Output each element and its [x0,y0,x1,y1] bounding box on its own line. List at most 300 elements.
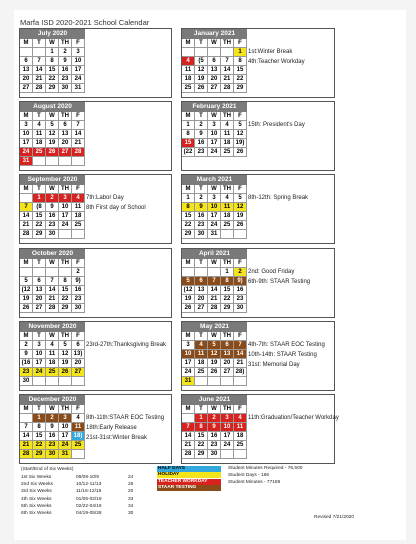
day-cell: 21 [182,441,195,450]
day-cell: 23 [234,295,247,304]
day-cell: 22 [59,295,72,304]
month-note: 31st: Memorial Day [248,362,300,368]
day-cell: 1 [182,121,195,130]
day-cell: 18 [195,359,208,368]
day-cell: 4 [46,341,59,350]
day-cell: 14 [221,66,234,75]
month-header: August 2020 [20,102,85,112]
day-cell: 3 [221,414,234,423]
day-cell: 25 [46,368,59,377]
day-cell [208,268,221,277]
day-cell: 25 [234,441,247,450]
day-cell: 21 [221,75,234,84]
day-cell: 3 [20,121,33,130]
six-weeks-days: 20 [128,489,134,495]
day-cell: 9 [46,203,59,212]
day-cell: 10 [20,130,33,139]
day-cell [195,268,208,277]
weekday-header: M [20,112,33,121]
day-cell: 27 [20,84,33,93]
day-cell: 12 [234,130,247,139]
day-cell: 23 [208,441,221,450]
day-cell: 14 [33,66,46,75]
day-cell: 30 [195,230,208,239]
weekday-header: TH [59,259,72,268]
day-cell: 12 [234,203,247,212]
day-cell: 6 [195,277,208,286]
weekday-header: M [20,332,33,341]
day-cell: 17 [59,432,72,441]
day-cell: 25 [72,221,85,230]
day-cell: 3 [59,414,72,423]
weekday-header: T [33,332,46,341]
day-cell: 17 [182,359,195,368]
month-note: 21st-31st:Winter Break [86,435,148,441]
day-cell: 22 [46,75,59,84]
weekday-header: M [182,112,195,121]
weekday-header: W [208,332,221,341]
day-cell: 22 [182,221,195,230]
day-cell: 13 [221,350,234,359]
weekday-header: TH [221,39,234,48]
day-cell: 28 [182,450,195,459]
day-cell [182,48,195,57]
weekday-header: W [208,405,221,414]
day-cell: 28 [46,304,59,313]
weekday-header: F [72,332,85,341]
weekday-header: M [182,332,195,341]
day-cell: 11 [46,350,59,359]
day-cell [59,157,72,166]
day-cell: 31 [208,230,221,239]
day-cell: 24 [182,368,195,377]
legend-item: HOLIDAY [157,472,221,478]
day-cell: 26 [234,221,247,230]
day-cell: 1 [182,194,195,203]
day-cell [72,230,85,239]
day-cell: 19 [182,295,195,304]
day-cell: 11 [72,203,85,212]
day-cell: 29 [234,84,247,93]
day-cell: 1 [195,414,208,423]
day-cell [20,414,33,423]
weekday-header: M [182,39,195,48]
day-cell [221,48,234,57]
day-cell: 15 [234,66,247,75]
day-cell: 7 [20,423,33,432]
day-cell: 28) [234,368,247,377]
day-cell: 17 [221,432,234,441]
day-cell: 7 [20,203,33,212]
day-cell: 2 [46,194,59,203]
day-cell [208,48,221,57]
six-weeks-dates: 10/12-11/13 [76,482,102,488]
day-cell: 19 [59,359,72,368]
day-cell: 22 [33,221,46,230]
day-cell: 11 [221,130,234,139]
day-cell [59,230,72,239]
month-note: 8th-12th: Spring Break [248,195,309,201]
weekday-header: TH [59,185,72,194]
month-note: 1st:Winter Break [248,49,293,55]
weekday-header: W [208,185,221,194]
day-cell [72,157,85,166]
day-cell: 20 [33,295,46,304]
day-cell: 10 [72,57,85,66]
weekday-header: W [46,39,59,48]
month-header: May 2021 [182,322,247,332]
weekday-header: F [72,259,85,268]
six-weeks-dates: 11/16-12/18 [76,489,102,495]
month-note: 8th-11th:STAAR EOC Testing [86,415,165,421]
day-cell: 25 [221,221,234,230]
day-cell: 4 [182,57,195,66]
day-cell: 22 [221,295,234,304]
day-cell: 24 [59,221,72,230]
day-cell: 5 [234,121,247,130]
legend-item: TEACHER WORKDAY [157,479,221,485]
month-note: 4th:Teacher Workday [248,59,305,65]
day-cell: 7 [182,423,195,432]
day-cell: 4 [234,414,247,423]
day-cell: 13) [72,350,85,359]
day-cell: 5 [59,341,72,350]
weekday-header: M [20,39,33,48]
day-cell: 13 [195,286,208,295]
day-cell: 6 [208,57,221,66]
day-cell: 7 [234,341,247,350]
day-cell: 21 [72,139,85,148]
weekday-header: F [72,112,85,121]
day-cell: 9) [72,277,85,286]
weekday-header: F [234,185,247,194]
legend-item: STAAR TESTING [157,485,221,491]
day-cell [195,377,208,386]
weekday-header: W [208,112,221,121]
day-cell: 28 [72,148,85,157]
day-cell: 28 [208,304,221,313]
day-cell: 29 [33,450,46,459]
day-cell: 4 [221,121,234,130]
day-cell: 16 [195,212,208,221]
weekday-header: W [46,112,59,121]
day-cell: 31 [182,377,195,386]
day-cell [33,377,46,386]
day-cell: 15 [195,432,208,441]
day-cell: 27 [208,84,221,93]
day-cell: 2 [72,268,85,277]
day-cell: 16 [72,286,85,295]
day-cell: 14 [46,286,59,295]
day-cell: 11 [221,203,234,212]
day-cell: 10 [208,130,221,139]
weekday-header: W [46,259,59,268]
day-cell: 6 [59,121,72,130]
month-note: 7th:Labor Day [86,195,124,201]
day-cell: 12 [59,350,72,359]
day-cell: 17 [33,359,46,368]
weekday-header: T [195,112,208,121]
day-cell: 30 [59,84,72,93]
month-header: June 2021 [182,395,247,405]
day-cell: 15 [59,286,72,295]
six-weeks-name: 4th Six Weeks [21,496,52,502]
day-cell: 13 [20,66,33,75]
day-cell: 7 [208,277,221,286]
weekday-header: TH [221,112,234,121]
day-cell: 25 [182,84,195,93]
month-note: 4th-7th: STAAR EOC Testing [248,342,325,348]
day-cell: 18 [182,75,195,84]
revised-date: Revised 7/21/2020 [314,515,355,520]
day-cell: 5 [208,341,221,350]
day-cell: (16 [20,359,33,368]
day-cell: 18 [46,359,59,368]
stat-line: Student Minutes Required - 76,500 [228,466,303,471]
weekday-header: W [46,405,59,414]
day-cell: 23 [195,148,208,157]
day-cell: 7 [72,121,85,130]
day-cell: 8 [234,57,247,66]
day-cell: 4 [33,121,46,130]
day-cell: 8 [182,203,195,212]
day-cell: 30 [46,450,59,459]
day-cell: 30 [72,304,85,313]
weekday-header: T [33,112,46,121]
day-cell: 23 [46,441,59,450]
six-weeks-name: 2nd Six Weeks [21,482,53,488]
day-cell: 7 [33,57,46,66]
day-cell [46,157,59,166]
day-cell: 9 [208,423,221,432]
day-cell: 4 [195,341,208,350]
weekday-header: TH [59,405,72,414]
weekday-header: F [234,332,247,341]
weekday-header: T [33,185,46,194]
day-cell: 27 [221,368,234,377]
day-cell: 15 [33,212,46,221]
six-weeks-header: (Start/End of Six Weeks) [21,467,74,472]
weekday-header: F [234,112,247,121]
day-cell: 15 [33,432,46,441]
day-cell: 8 [59,277,72,286]
day-cell: 14 [20,432,33,441]
day-cell: 2 [234,268,247,277]
day-cell [221,377,234,386]
day-cell [59,377,72,386]
day-cell: 11 [72,423,85,432]
six-weeks-name: 3rd Six Weeks [21,489,52,495]
day-cell: 19 [46,139,59,148]
day-cell: 13 [208,66,221,75]
day-cell: 15 [182,212,195,221]
day-cell: 2 [46,414,59,423]
day-cell: 4 [72,414,85,423]
six-weeks-days: 24 [128,475,134,480]
weekday-header: F [234,259,247,268]
day-cell: 28 [33,84,46,93]
day-cell: 26 [46,148,59,157]
day-cell: 29 [46,84,59,93]
day-cell [208,377,221,386]
day-cell: 16 [208,432,221,441]
day-cell: 3 [208,194,221,203]
day-cell: 12 [46,130,59,139]
month-header: January 2021 [182,29,247,39]
day-cell: 15 [182,139,195,148]
day-cell [46,268,59,277]
day-cell: 4 [221,194,234,203]
day-cell: (12 [20,286,33,295]
day-cell: 28 [20,450,33,459]
day-cell: 12 [208,350,221,359]
weekday-header: M [20,259,33,268]
day-cell: 30 [46,230,59,239]
day-cell: 10 [221,423,234,432]
day-cell: 22 [234,75,247,84]
day-cell: 8 [33,423,46,432]
day-cell: 24 [20,148,33,157]
legend-item: HALF DAYS [157,466,221,472]
day-cell: 24 [208,221,221,230]
day-cell: 23 [46,221,59,230]
weekday-header: W [46,185,59,194]
six-weeks-dates: 02/22-04/16 [76,503,102,509]
weekday-header: T [33,405,46,414]
day-cell: 17 [208,139,221,148]
day-cell: 7 [221,57,234,66]
day-cell: 28 [20,230,33,239]
day-cell: 2 [208,414,221,423]
six-weeks-dates: 01/05-02/19 [76,496,102,502]
day-cell: 26 [20,304,33,313]
weekday-header: M [182,405,195,414]
day-cell: 9 [20,350,33,359]
day-cell: 1 [46,48,59,57]
day-cell [72,377,85,386]
weekday-header: F [72,39,85,48]
day-cell [33,157,46,166]
six-weeks-days: 34 [128,503,134,509]
day-cell: 29 [221,304,234,313]
day-cell: 20 [195,295,208,304]
day-cell: 6 [72,341,85,350]
day-cell: 17 [208,212,221,221]
day-cell: 9 [195,130,208,139]
day-cell: 8 [182,130,195,139]
month-header: March 2021 [182,175,247,185]
month-note: 2nd: Good Friday [248,269,295,275]
day-cell: 19 [20,295,33,304]
day-cell: 14 [234,350,247,359]
day-cell: 23 [195,221,208,230]
day-cell: 1 [33,414,46,423]
day-cell: 28 [221,84,234,93]
six-weeks-days: 33 [128,496,134,502]
day-cell: 24 [72,75,85,84]
day-cell: 30 [20,377,33,386]
day-cell [182,268,195,277]
day-cell: 16 [234,286,247,295]
weekday-header: M [20,185,33,194]
day-cell: 16 [46,432,59,441]
day-cell: 6 [33,277,46,286]
day-cell: 21 [234,359,247,368]
day-cell [234,450,247,459]
day-cell: 27 [72,368,85,377]
day-cell: 18 [33,139,46,148]
day-cell: 14 [20,212,33,221]
day-cell: 18 [234,432,247,441]
day-cell: 13 [59,130,72,139]
day-cell: 2 [195,194,208,203]
month-header: February 2021 [182,102,247,112]
month-note: 6th-9th: STAAR Testing [248,279,311,285]
day-cell: 9 [46,423,59,432]
weekday-header: TH [221,185,234,194]
day-cell: 23 [59,75,72,84]
stat-line: Student Minutes - 77186 [228,480,281,486]
day-cell [182,414,195,423]
weekday-header: M [182,259,195,268]
weekday-header: F [72,185,85,194]
day-cell: 24 [59,441,72,450]
day-cell: 14 [182,432,195,441]
day-cell: 10 [59,203,72,212]
day-cell: 21 [20,441,33,450]
day-cell: 11 [195,350,208,359]
day-cell: 13 [33,286,46,295]
day-cell: 1 [33,194,46,203]
day-cell [234,230,247,239]
day-cell: 18 [221,212,234,221]
six-weeks-name: 5th Six Weeks [21,503,52,509]
day-cell: 3 [182,341,195,350]
day-cell: 26 [195,84,208,93]
weekday-header: TH [59,112,72,121]
six-weeks-name: 6th Six Weeks [21,511,52,516]
day-cell: 19 [234,212,247,221]
day-cell: 23 [72,295,85,304]
day-cell: 15 [46,66,59,75]
day-cell: 6 [221,341,234,350]
day-cell: 5 [182,277,195,286]
weekday-header: W [208,39,221,48]
month-note: 10th-14th: STAAR Testing [248,352,317,358]
day-cell: 3 [72,48,85,57]
day-cell: 2 [59,48,72,57]
day-cell: 31 [20,157,33,166]
day-cell: (22 [182,148,195,157]
weekday-header: W [46,332,59,341]
weekday-header: TH [221,405,234,414]
day-cell: 26 [182,304,195,313]
day-cell [33,268,46,277]
day-cell [234,377,247,386]
day-cell: 19) [234,139,247,148]
day-cell: 25 [195,368,208,377]
day-cell: 18 [72,212,85,221]
day-cell: 3 [33,341,46,350]
day-cell: 22 [195,441,208,450]
weekday-header: TH [59,39,72,48]
day-cell: 14 [208,286,221,295]
day-cell: 17 [20,139,33,148]
day-cell: 27 [59,148,72,157]
day-cell: 30 [208,450,221,459]
day-cell: 16 [59,66,72,75]
day-cell: 29 [33,230,46,239]
